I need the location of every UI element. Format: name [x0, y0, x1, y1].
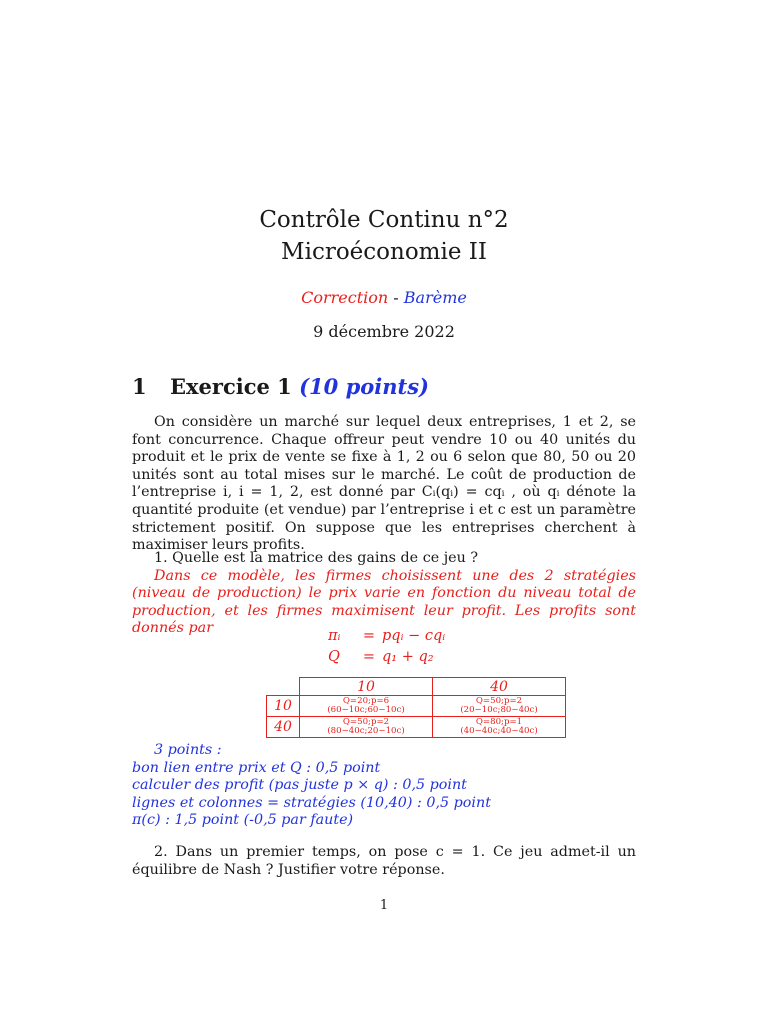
equation-rhs: q₁ + q₂ [382, 649, 434, 665]
correction-label: Correction [301, 288, 389, 307]
equation-rhs: pqᵢ − cqᵢ [382, 628, 446, 644]
payoff-table [266, 677, 566, 738]
separator: - [388, 288, 404, 307]
section-points: (10 points) [299, 374, 429, 399]
payoff-matrix [266, 677, 566, 738]
section-number: 1 [132, 374, 147, 399]
equation-lhs: Q [328, 649, 340, 665]
document-subtitle: Microéconomie II [281, 239, 487, 265]
cell-state: Q=50;p=2 [475, 695, 523, 706]
intro-text: On considère un marché sur lequel deux entreprises, 1 et 2, se font concurrence. Chaque offreur peut vendre 10 ou 40 unités du produit et le prix de vente se fixe à 1, 2 ou 6 selon que 80, 50 ou 20 unités sont au total mises sur le marché. Le coût de production de l’entreprise i, i = 1, 2, est donné par Cᵢ(qᵢ) = cqᵢ , où qᵢ dénote la quantité produite (et vendue) par l’entreprise i et c est un paramètre strictement positif. On suppose que les entreprises cherchent à maximiser leurs profits. [132, 414, 636, 554]
matrix-cell [433, 696, 566, 717]
question-2 [132, 844, 636, 879]
cell-state: Q=80;p=1 [475, 716, 523, 727]
bareme-line: 3 points : [154, 742, 222, 758]
section-title: Exercice 1 [170, 374, 292, 399]
matrix-cell [300, 717, 433, 738]
cell-payoff: (60−10c;60−10c) [327, 705, 405, 715]
bareme-label: Barème [403, 288, 467, 307]
question-2-text: 2. Dans un premier temps, on pose c = 1. Ce jeu admet-il un équilibre de Nash ? Justifier votre réponse. [132, 844, 636, 878]
equation-block [328, 628, 445, 670]
bareme-line: π(c) : 1,5 point (-0,5 par faute) [132, 812, 354, 829]
correction-line [0, 288, 768, 307]
bareme-block [132, 742, 636, 830]
document-date: 9 décembre 2022 [313, 322, 455, 341]
cell-payoff: (20−10c;80−40c) [460, 705, 538, 715]
matrix-corner [267, 678, 300, 696]
question-1 [132, 550, 636, 638]
cell-state: Q=50;p=2 [342, 716, 390, 727]
document-title: Contrôle Continu n°2 [259, 207, 509, 233]
matrix-col-header: 10 [300, 678, 433, 696]
matrix-col-header: 40 [433, 678, 566, 696]
question-1-text: 1. Quelle est la matrice des gains de ce jeu ? [154, 550, 479, 566]
section-heading [132, 374, 429, 399]
equation-lhs: πᵢ [328, 628, 341, 644]
cell-state: Q=20;p=6 [342, 695, 390, 706]
bareme-line: lignes et colonnes = stratégies (10,40) : 0,5 point [132, 794, 491, 811]
cell-payoff: (80−40c;20−10c) [327, 726, 405, 736]
equation-op: = [362, 649, 376, 665]
matrix-cell [433, 717, 566, 738]
equation-row [328, 649, 445, 670]
equation-op: = [362, 628, 376, 644]
matrix-cell [300, 696, 433, 717]
intro-paragraph [132, 414, 636, 555]
cell-payoff: (40−40c;40−40c) [460, 726, 538, 736]
bareme-line: calculer des profit (pas juste p × q) : 0,5 point [132, 777, 467, 794]
question-1-answer: Dans ce modèle, les firmes choisissent une des 2 stratégies (niveau de production) le prix varie en fonction du niveau total de production, et les firmes maximisent leur profit. Les profits sont donnés par [132, 567, 636, 637]
bareme-line: bon lien entre prix et Q : 0,5 point [132, 759, 381, 776]
matrix-row-header: 10 [267, 696, 300, 717]
page-number: 1 [379, 898, 389, 913]
equation-row [328, 628, 445, 649]
matrix-row-header: 40 [267, 717, 300, 738]
